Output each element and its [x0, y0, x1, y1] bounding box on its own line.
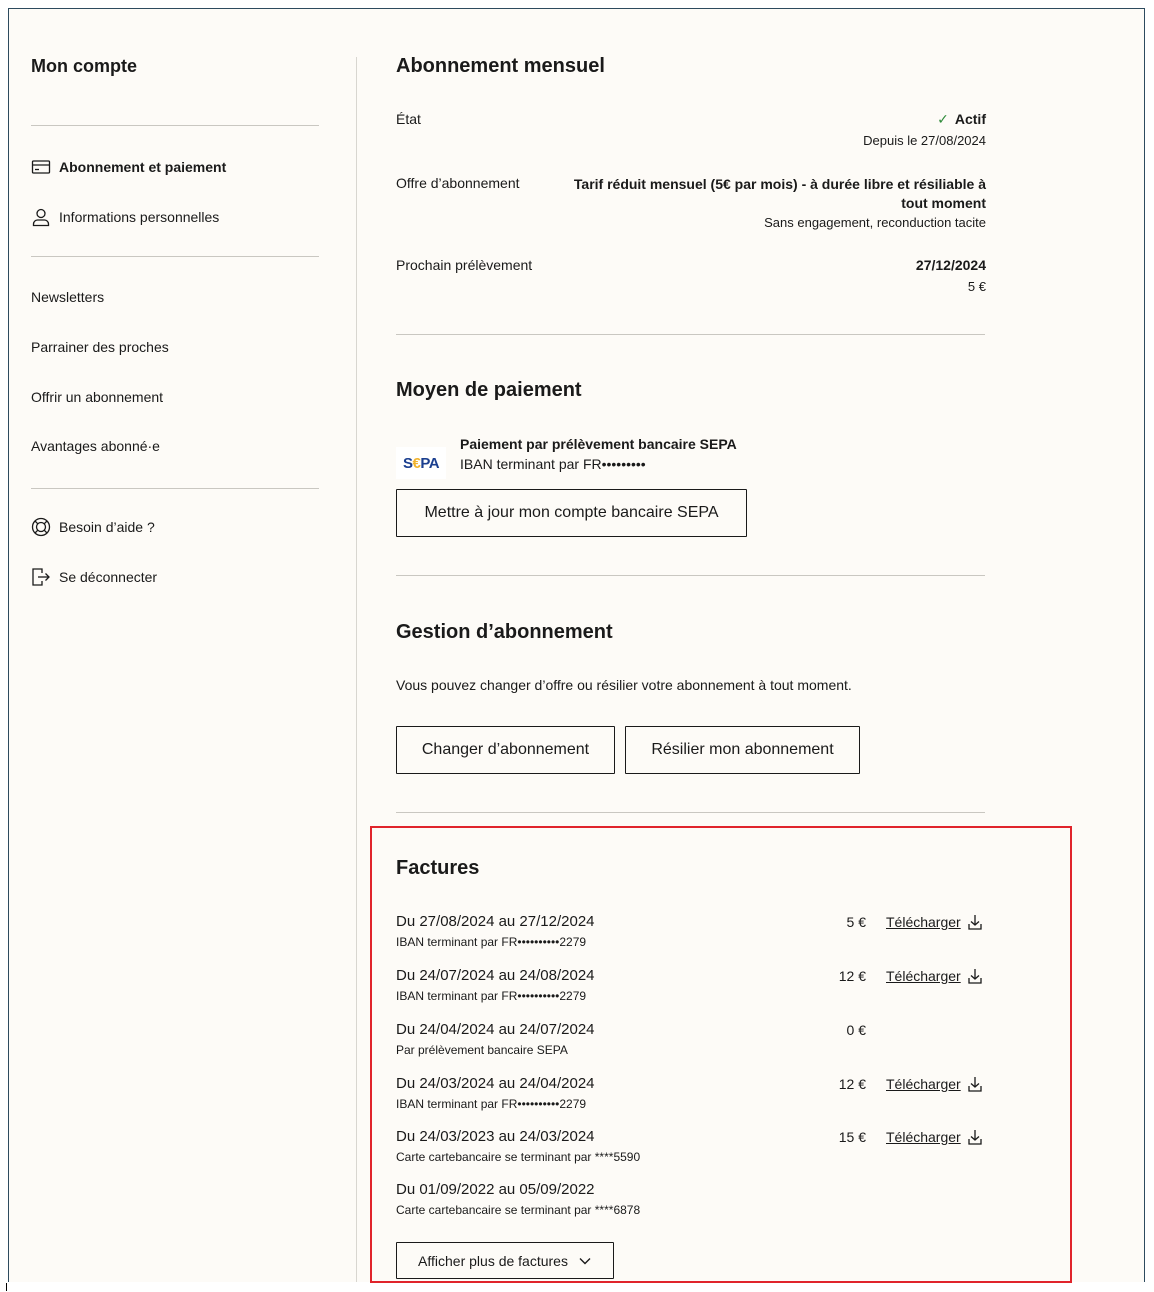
state-value: [937, 111, 986, 128]
invoice-payment-method: Par prélèvement bancaire SEPA: [396, 1043, 568, 1057]
change-subscription-button[interactable]: Changer d’abonnement: [396, 726, 615, 774]
sidebar-item-newsletters[interactable]: [31, 289, 104, 305]
invoice-period: Du 24/07/2024 au 24/08/2024: [396, 967, 595, 984]
sidebar-item-gift[interactable]: [31, 389, 163, 405]
logout-icon: [31, 567, 51, 587]
highlight-box: [370, 826, 1072, 1283]
divider: [396, 812, 985, 813]
invoice-period: Du 24/03/2024 au 24/04/2024: [396, 1075, 595, 1092]
state-since: Depuis le 27/08/2024: [863, 133, 986, 148]
sidebar-item-label: Besoin d’aide ?: [59, 519, 155, 535]
sidebar-item-referral[interactable]: [31, 339, 169, 355]
download-label: Télécharger: [886, 1129, 961, 1145]
invoice-amount: 15 €: [838, 1129, 866, 1145]
download-label: Télécharger: [886, 1076, 961, 1092]
offer-value: Tarif réduit mensuel (5€ par mois) - à durée libre et résiliable à tout moment: [573, 176, 986, 211]
subscription-title: Abonnement mensuel: [396, 55, 605, 77]
sidebar-title: Mon compte: [31, 56, 137, 76]
download-label: Télécharger: [886, 914, 961, 930]
divider: [31, 125, 319, 126]
management-title: Gestion d’abonnement: [396, 621, 613, 643]
invoice-period: Du 01/09/2022 au 05/09/2022: [396, 1181, 595, 1198]
sidebar-item-subscription[interactable]: [31, 157, 226, 177]
sidebar-item-label: Informations personnelles: [59, 209, 220, 225]
user-icon: [31, 207, 51, 227]
update-sepa-button[interactable]: Mettre à jour mon compte bancaire SEPA: [396, 489, 747, 537]
divider: [396, 575, 985, 576]
sidebar-item-label: Offrir un abonnement: [31, 389, 164, 405]
check-icon: ✓: [937, 111, 949, 127]
invoice-amount: 5 €: [846, 914, 866, 930]
sidebar-item-label: Avantages abonné·e: [31, 438, 160, 454]
sidebar-item-label: Parrainer des proches: [31, 339, 169, 355]
invoice-amount: 12 €: [838, 968, 866, 984]
invoice-payment-method: IBAN terminant par FR••••••••••2279: [396, 989, 587, 1003]
sidebar-item-label: Newsletters: [31, 289, 105, 305]
sidebar-item-help[interactable]: [31, 517, 155, 537]
management-text: Vous pouvez changer d’offre ou résilier votre abonnement à tout moment.: [396, 677, 852, 693]
invoice-amount: 12 €: [838, 1076, 866, 1092]
offer-note: Sans engagement, reconduction tacite: [764, 215, 986, 230]
invoice-period: Du 24/03/2023 au 24/03/2024: [396, 1128, 595, 1145]
invoice-amount: 0 €: [846, 1022, 866, 1038]
payment-iban: IBAN terminant par FR•••••••••: [460, 456, 646, 472]
sidebar-item-personal-info[interactable]: [31, 207, 219, 227]
lifebuoy-icon: [31, 517, 51, 537]
state-label: État: [396, 111, 421, 127]
invoice-payment-method: Carte cartebancaire se terminant par ****6878: [396, 1203, 641, 1217]
text-cursor: [6, 1283, 7, 1291]
next-payment-label: Prochain prélèvement: [396, 257, 533, 273]
sepa-logo: S € PA: [396, 447, 446, 479]
sidebar-item-label: Abonnement et paiement: [59, 159, 227, 175]
offer-label: Offre d’abonnement: [396, 175, 520, 191]
divider: [396, 334, 985, 335]
sidebar-item-benefits[interactable]: [31, 438, 160, 454]
invoice-payment-method: IBAN terminant par FR••••••••••2279: [396, 1097, 587, 1111]
state-value-text: Actif: [954, 111, 986, 127]
cancel-subscription-button[interactable]: Résilier mon abonnement: [625, 726, 860, 774]
invoice-payment-method: IBAN terminant par FR••••••••••2279: [396, 935, 587, 949]
invoices-title: Factures: [396, 857, 480, 879]
invoice-period: Du 27/08/2024 au 27/12/2024: [396, 913, 595, 930]
divider: [31, 488, 319, 489]
sidebar-item-logout[interactable]: [31, 567, 157, 587]
invoice-period: Du 24/04/2024 au 24/07/2024: [396, 1021, 595, 1038]
divider: [31, 256, 319, 257]
next-payment-amount: 5 €: [967, 279, 986, 294]
payment-title: Moyen de paiement: [396, 379, 582, 401]
next-payment-date: 27/12/2024: [915, 257, 986, 273]
sidebar-item-label: Se déconnecter: [59, 569, 158, 585]
show-more-label: Afficher plus de factures: [418, 1252, 568, 1269]
download-label: Télécharger: [886, 968, 961, 984]
payment-method: Paiement par prélèvement bancaire SEPA: [460, 436, 737, 452]
credit-card-icon: [31, 157, 51, 177]
sidebar-divider: [356, 57, 357, 1282]
invoice-payment-method: Carte cartebancaire se terminant par ****5590: [396, 1150, 641, 1164]
